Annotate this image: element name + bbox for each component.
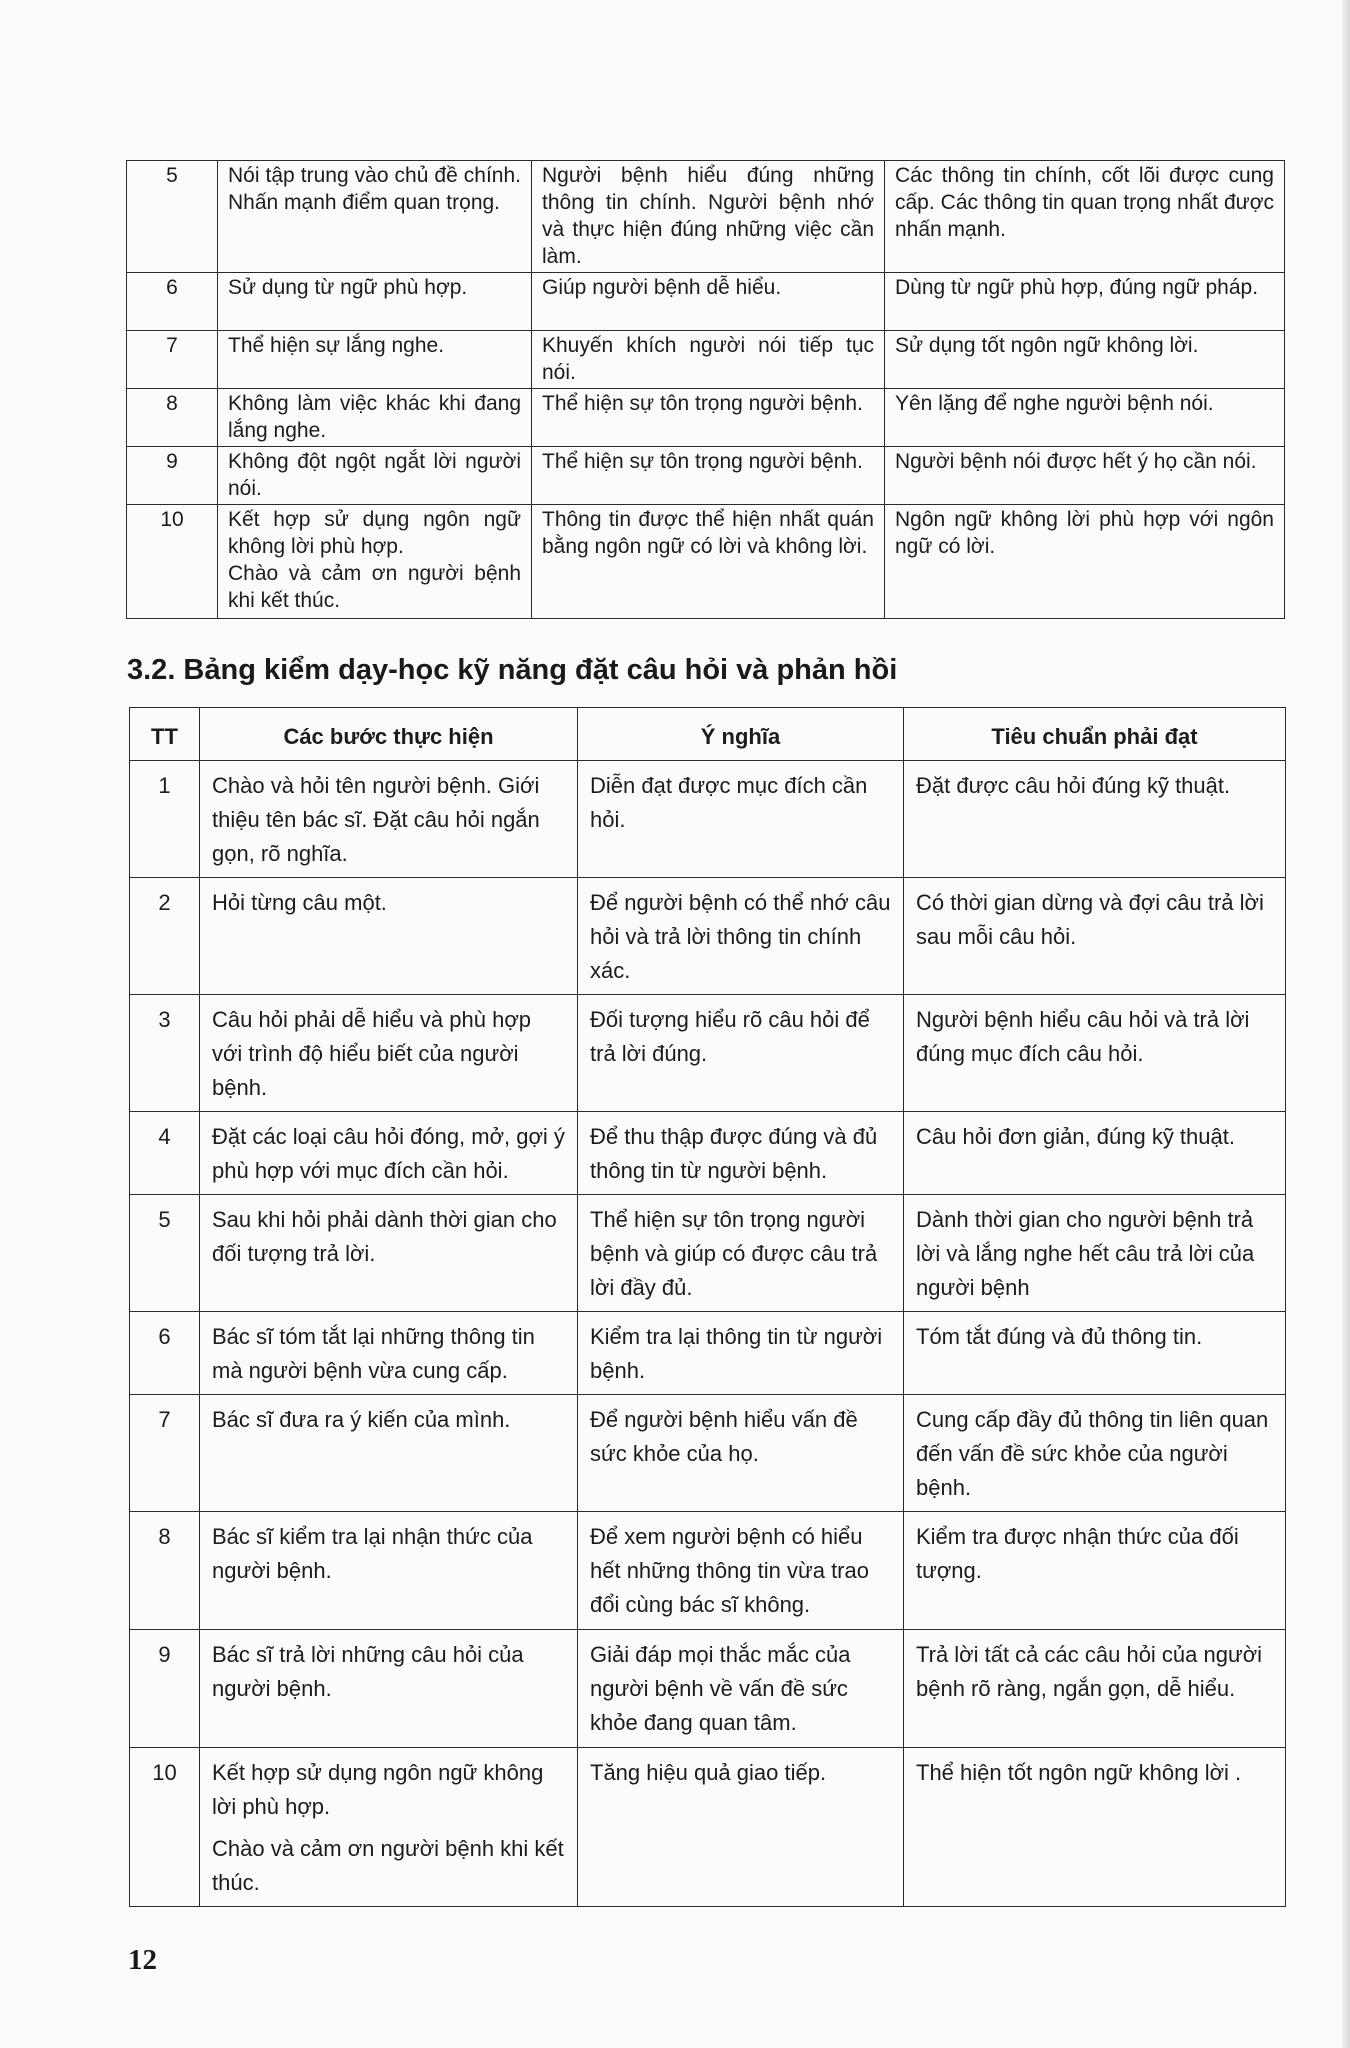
row-number: 5 [130,1195,200,1312]
meaning-cell: Người bệnh hiểu đúng những thông tin chính. Người bệnh nhớ và thực hiện đúng những việc cần làm. [532,161,885,273]
row-number: 9 [127,447,218,505]
step-cell: Bác sĩ kiểm tra lại nhận thức của người bệnh. [200,1512,578,1630]
step-cell: Bác sĩ đưa ra ý kiến của mình. [200,1395,578,1512]
meaning-cell: Thể hiện sự tôn trọng người bệnh. [532,447,885,505]
standard-cell: Người bệnh hiểu câu hỏi và trả lời đúng mục đích câu hỏi. [904,995,1286,1112]
standard-cell: Sử dụng tốt ngôn ngữ không lời. [885,331,1285,389]
section-heading: 3.2. Bảng kiểm dạy-học kỹ năng đặt câu hỏi và phản hồi [127,654,898,686]
row-number: 4 [130,1112,200,1195]
table-row [130,1312,1286,1395]
table-row [127,331,1285,389]
standard-cell: Ngôn ngữ không lời phù hợp với ngôn ngữ có lời. [885,505,1285,619]
step-cell [200,1748,578,1907]
step-cell: Bác sĩ tóm tắt lại những thông tin mà người bệnh vừa cung cấp. [200,1312,578,1395]
standard-cell: Cung cấp đầy đủ thông tin liên quan đến vấn đề sức khỏe của người bệnh. [904,1395,1286,1512]
row-number: 8 [127,389,218,447]
page-number: 12 [128,1944,157,1976]
step-cell: Nói tập trung vào chủ đề chính. Nhấn mạnh điểm quan trọng. [218,161,532,273]
table-row [130,1395,1286,1512]
row-number: 2 [130,878,200,995]
standard-cell: Thể hiện tốt ngôn ngữ không lời . [904,1748,1286,1907]
step-cell: Sử dụng từ ngữ phù hợp. [218,273,532,331]
header-step: Các bước thực hiện [200,708,578,761]
meaning-cell: Để xem người bệnh có hiểu hết những thông tin vừa trao đổi cùng bác sĩ không. [578,1512,904,1630]
table-row [130,878,1286,995]
step-cell: Bác sĩ trả lời những câu hỏi của người bệnh. [200,1630,578,1748]
header-meaning: Ý nghĩa [578,708,904,761]
meaning-cell: Tăng hiệu quả giao tiếp. [578,1748,904,1907]
questioning-feedback-checklist-table [129,707,1286,1907]
table-row [130,1748,1286,1907]
step-cell: Không đột ngột ngắt lời người nói. [218,447,532,505]
step-cell [218,505,532,619]
meaning-cell: Để thu thập được đúng và đủ thông tin từ người bệnh. [578,1112,904,1195]
standard-cell: Các thông tin chính, cốt lõi được cung cấp. Các thông tin quan trọng nhất được nhấn mạnh. [885,161,1285,273]
step-cell: Chào và hỏi tên người bệnh. Giới thiệu tên bác sĩ. Đặt câu hỏi ngắn gọn, rõ nghĩa. [200,761,578,878]
step-text: Kết hợp sử dụng ngôn ngữ không lời phù hợp. [228,508,521,558]
table-row [127,389,1285,447]
meaning-cell: Để người bệnh có thể nhớ câu hỏi và trả lời thông tin chính xác. [578,878,904,995]
step-cell: Đặt các loại câu hỏi đóng, mở, gợi ý phù hợp với mục đích cần hỏi. [200,1112,578,1195]
meaning-cell: Thể hiện sự tôn trọng người bệnh. [532,389,885,447]
step-text: Kết hợp sử dụng ngôn ngữ không lời phù hợp. [212,1760,544,1819]
meaning-cell: Diễn đạt được mục đích cần hỏi. [578,761,904,878]
step-cell: Hỏi từng câu một. [200,878,578,995]
table-row [127,273,1285,331]
meaning-cell: Để người bệnh hiểu vấn đề sức khỏe của họ. [578,1395,904,1512]
page-edge-shadow [1342,0,1350,2048]
table-row [130,995,1286,1112]
step-cell: Câu hỏi phải dễ hiểu và phù hợp với trình độ hiểu biết của người bệnh. [200,995,578,1112]
table-row [130,1512,1286,1630]
table-row [130,1630,1286,1748]
row-number: 6 [127,273,218,331]
header-no: TT [130,708,200,761]
standard-cell: Người bệnh nói được hết ý họ cần nói. [885,447,1285,505]
standard-cell: Trả lời tất cả các câu hỏi của người bệnh rõ ràng, ngắn gọn, dễ hiểu. [904,1630,1286,1748]
meaning-cell: Đối tượng hiểu rõ câu hỏi để trả lời đúng. [578,995,904,1112]
step-text-second: Chào và cảm ơn người bệnh khi kết thúc. [212,1836,564,1895]
standard-cell: Đặt được câu hỏi đúng kỹ thuật. [904,761,1286,878]
step-cell: Sau khi hỏi phải dành thời gian cho đối tượng trả lời. [200,1195,578,1312]
meaning-cell: Giải đáp mọi thắc mắc của người bệnh về vấn đề sức khỏe đang quan tâm. [578,1630,904,1748]
row-number: 7 [130,1395,200,1512]
table-row [127,505,1285,619]
standard-cell: Kiểm tra được nhận thức của đối tượng. [904,1512,1286,1630]
table-row [130,761,1286,878]
meaning-cell: Khuyến khích người nói tiếp tục nói. [532,331,885,389]
row-number: 1 [130,761,200,878]
standard-cell: Dành thời gian cho người bệnh trả lời và lắng nghe hết câu trả lời của người bệnh [904,1195,1286,1312]
standard-cell: Có thời gian dừng và đợi câu trả lời sau mỗi câu hỏi. [904,878,1286,995]
row-number: 10 [127,505,218,619]
meaning-cell: Thể hiện sự tôn trọng người bệnh và giúp có được câu trả lời đầy đủ. [578,1195,904,1312]
row-number: 8 [130,1512,200,1630]
row-number: 7 [127,331,218,389]
table-row [127,161,1285,273]
standard-cell: Tóm tắt đúng và đủ thông tin. [904,1312,1286,1395]
row-number: 6 [130,1312,200,1395]
standard-cell: Yên lặng để nghe người bệnh nói. [885,389,1285,447]
meaning-cell: Kiểm tra lại thông tin từ người bệnh. [578,1312,904,1395]
row-number: 10 [130,1748,200,1907]
meaning-cell: Thông tin được thể hiện nhất quán bằng ngôn ngữ có lời và không lời. [532,505,885,619]
step-cell: Không làm việc khác khi đang lắng nghe. [218,389,532,447]
table-row [130,1195,1286,1312]
row-number: 9 [130,1630,200,1748]
row-number: 5 [127,161,218,273]
speaking-listening-checklist-table [126,160,1285,619]
table-row [130,1112,1286,1195]
standard-cell: Dùng từ ngữ phù hợp, đúng ngữ pháp. [885,273,1285,331]
standard-cell: Câu hỏi đơn giản, đúng kỹ thuật. [904,1112,1286,1195]
step-text-second: Chào và cảm ơn người bệnh khi kết thúc. [228,562,521,612]
header-standard: Tiêu chuẩn phải đạt [904,708,1286,761]
row-number: 3 [130,995,200,1112]
meaning-cell: Giúp người bệnh dễ hiểu. [532,273,885,331]
step-cell: Thể hiện sự lắng nghe. [218,331,532,389]
table-row [127,447,1285,505]
table-header-row [130,708,1286,761]
